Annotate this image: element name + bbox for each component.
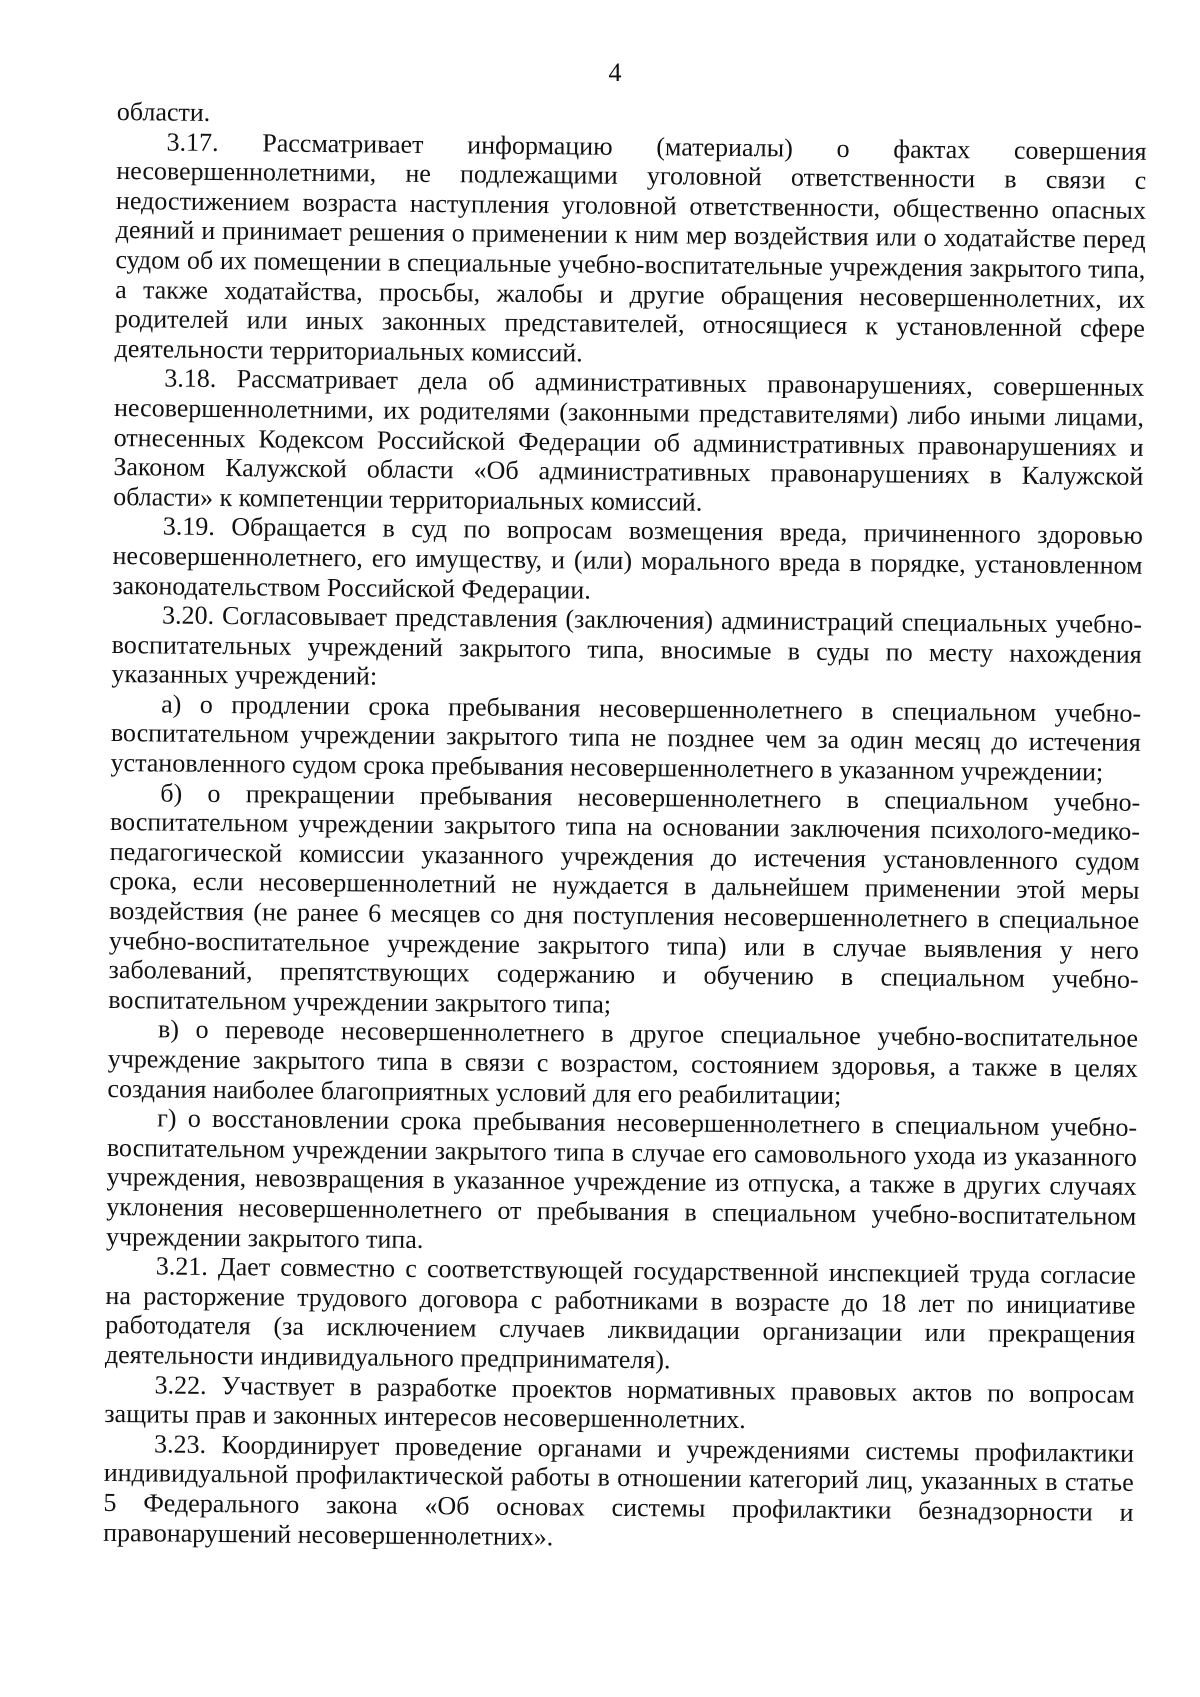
paragraph-3-19: 3.19. Обращается в суд по вопросам возмещения вреда, причиненного здоровью несовершеннолетнего, его имуществу, и (или) морального вреда в порядке, установленном законодательством Российской Федерации.	[112, 511, 1143, 605]
paragraph-3-18: 3.18. Рассматривает дела об административных правонарушениях, совершенных несовершеннолетними, их родителями (законными представителями) либо иными лицами, отнесенных Кодексом Российской Федерации об административных правонарушениях и Законом Калужской области «Об административных правонарушениях в Калужской области» к компетенции территориальных комиссий.	[113, 363, 1145, 517]
paragraph-3-20: 3.20. Согласовывает представления (заключения) администраций специальных учебно-воспитательных учреждений закрытого типа, вносимые в суды по месту нахождения указанных учреждений:	[111, 600, 1143, 691]
paragraph-3-21: 3.21. Дает совместно с соответствующей государственной инспекцией труда согласие на расторжение трудового договора с работниками в возрасте до 18 лет по инициативе работодателя (за исключением случаев ликвидации организации или прекращения деятельности индивидуального предпринимателя).	[104, 1251, 1136, 1375]
document-body	[103, 97, 1147, 1557]
paragraph-3-20-a: а) о продлении срока пребывания несовершеннолетнего в специальном учебно-воспитательном учреждении закрытого типа не позднее чем за один месяц до истечения установленного судом срока пребывания несовершеннолетнего в указанном учреждении;	[110, 689, 1142, 787]
paragraph-3-17: 3.17. Рассматривает информацию (материалы) о фактах совершения несовершеннолетними, не подлежащими уголовной ответственности в связи с недостижением возраста наступления уголовной ответственности, общественно опасных деяний и принимает решения о применении к ним мер воздействия или о ходатайстве перед судом об их помещении в специальные учебно-воспитательные учреждения закрытого типа, а также ходатайства, просьбы, жалобы и другие обращения несовершеннолетних, их родителей или иных законных представителей, относящиеся к установленной сфере деятельности территориальных комиссий.	[114, 127, 1147, 368]
paragraph-3-22: 3.22. Участвует в разработке проектов нормативных правовых актов по вопросам защиты прав и законных интересов несовершеннолетних.	[104, 1369, 1135, 1435]
paragraph-3-20-b: б) о прекращении пребывания несовершеннолетнего в специальном учебно-воспитательном учреждении закрытого типа на основании заключения психолого-медико-педагогической комиссии указанного учреждения до истечения установленного судом срока, если несовершеннолетний не нуждается в дальнейшем применении этой меры воздействия (не ранее 6 месяцев со дня поступления несовершеннолетнего в специальное учебно-воспитательное учреждение закрытого типа) или в случае выявления у него заболеваний, препятствующих содержанию и обучению в специальном учебно-воспитательном учреждении закрытого типа;	[108, 778, 1141, 1019]
paragraph-3-23: 3.23. Координирует проведение органами и учреждениями системы профилактики индивидуальной профилактической работы в отношении категорий лиц, указанных в статье 5 Федерального закона «Об основах системы профилактики безнадзорности и правонарушений несовершеннолетних».	[103, 1429, 1135, 1551]
paragraph-3-20-v: в) о переводе несовершеннолетнего в другое специальное учебно-воспитательное учреждение закрытого типа в связи с возрастом, состоянием здоровья, а также в целях создания наиболее благоприятных условий для его реабилитации;	[107, 1014, 1139, 1110]
paragraph-3-20-g: г) о восстановлении срока пребывания несовершеннолетнего в специальном учебно-воспитательном учреждении закрытого типа в случае его самовольного ухода из указанного учреждения, невозвращения в указанное учреждение из отпуска, а также в других случаях уклонения несовершеннолетнего от пребывания в специальном учебно-воспитательном учреждении закрытого типа.	[105, 1103, 1138, 1254]
page-number: 4	[608, 58, 622, 87]
paragraph-continuation: области.	[116, 97, 211, 127]
